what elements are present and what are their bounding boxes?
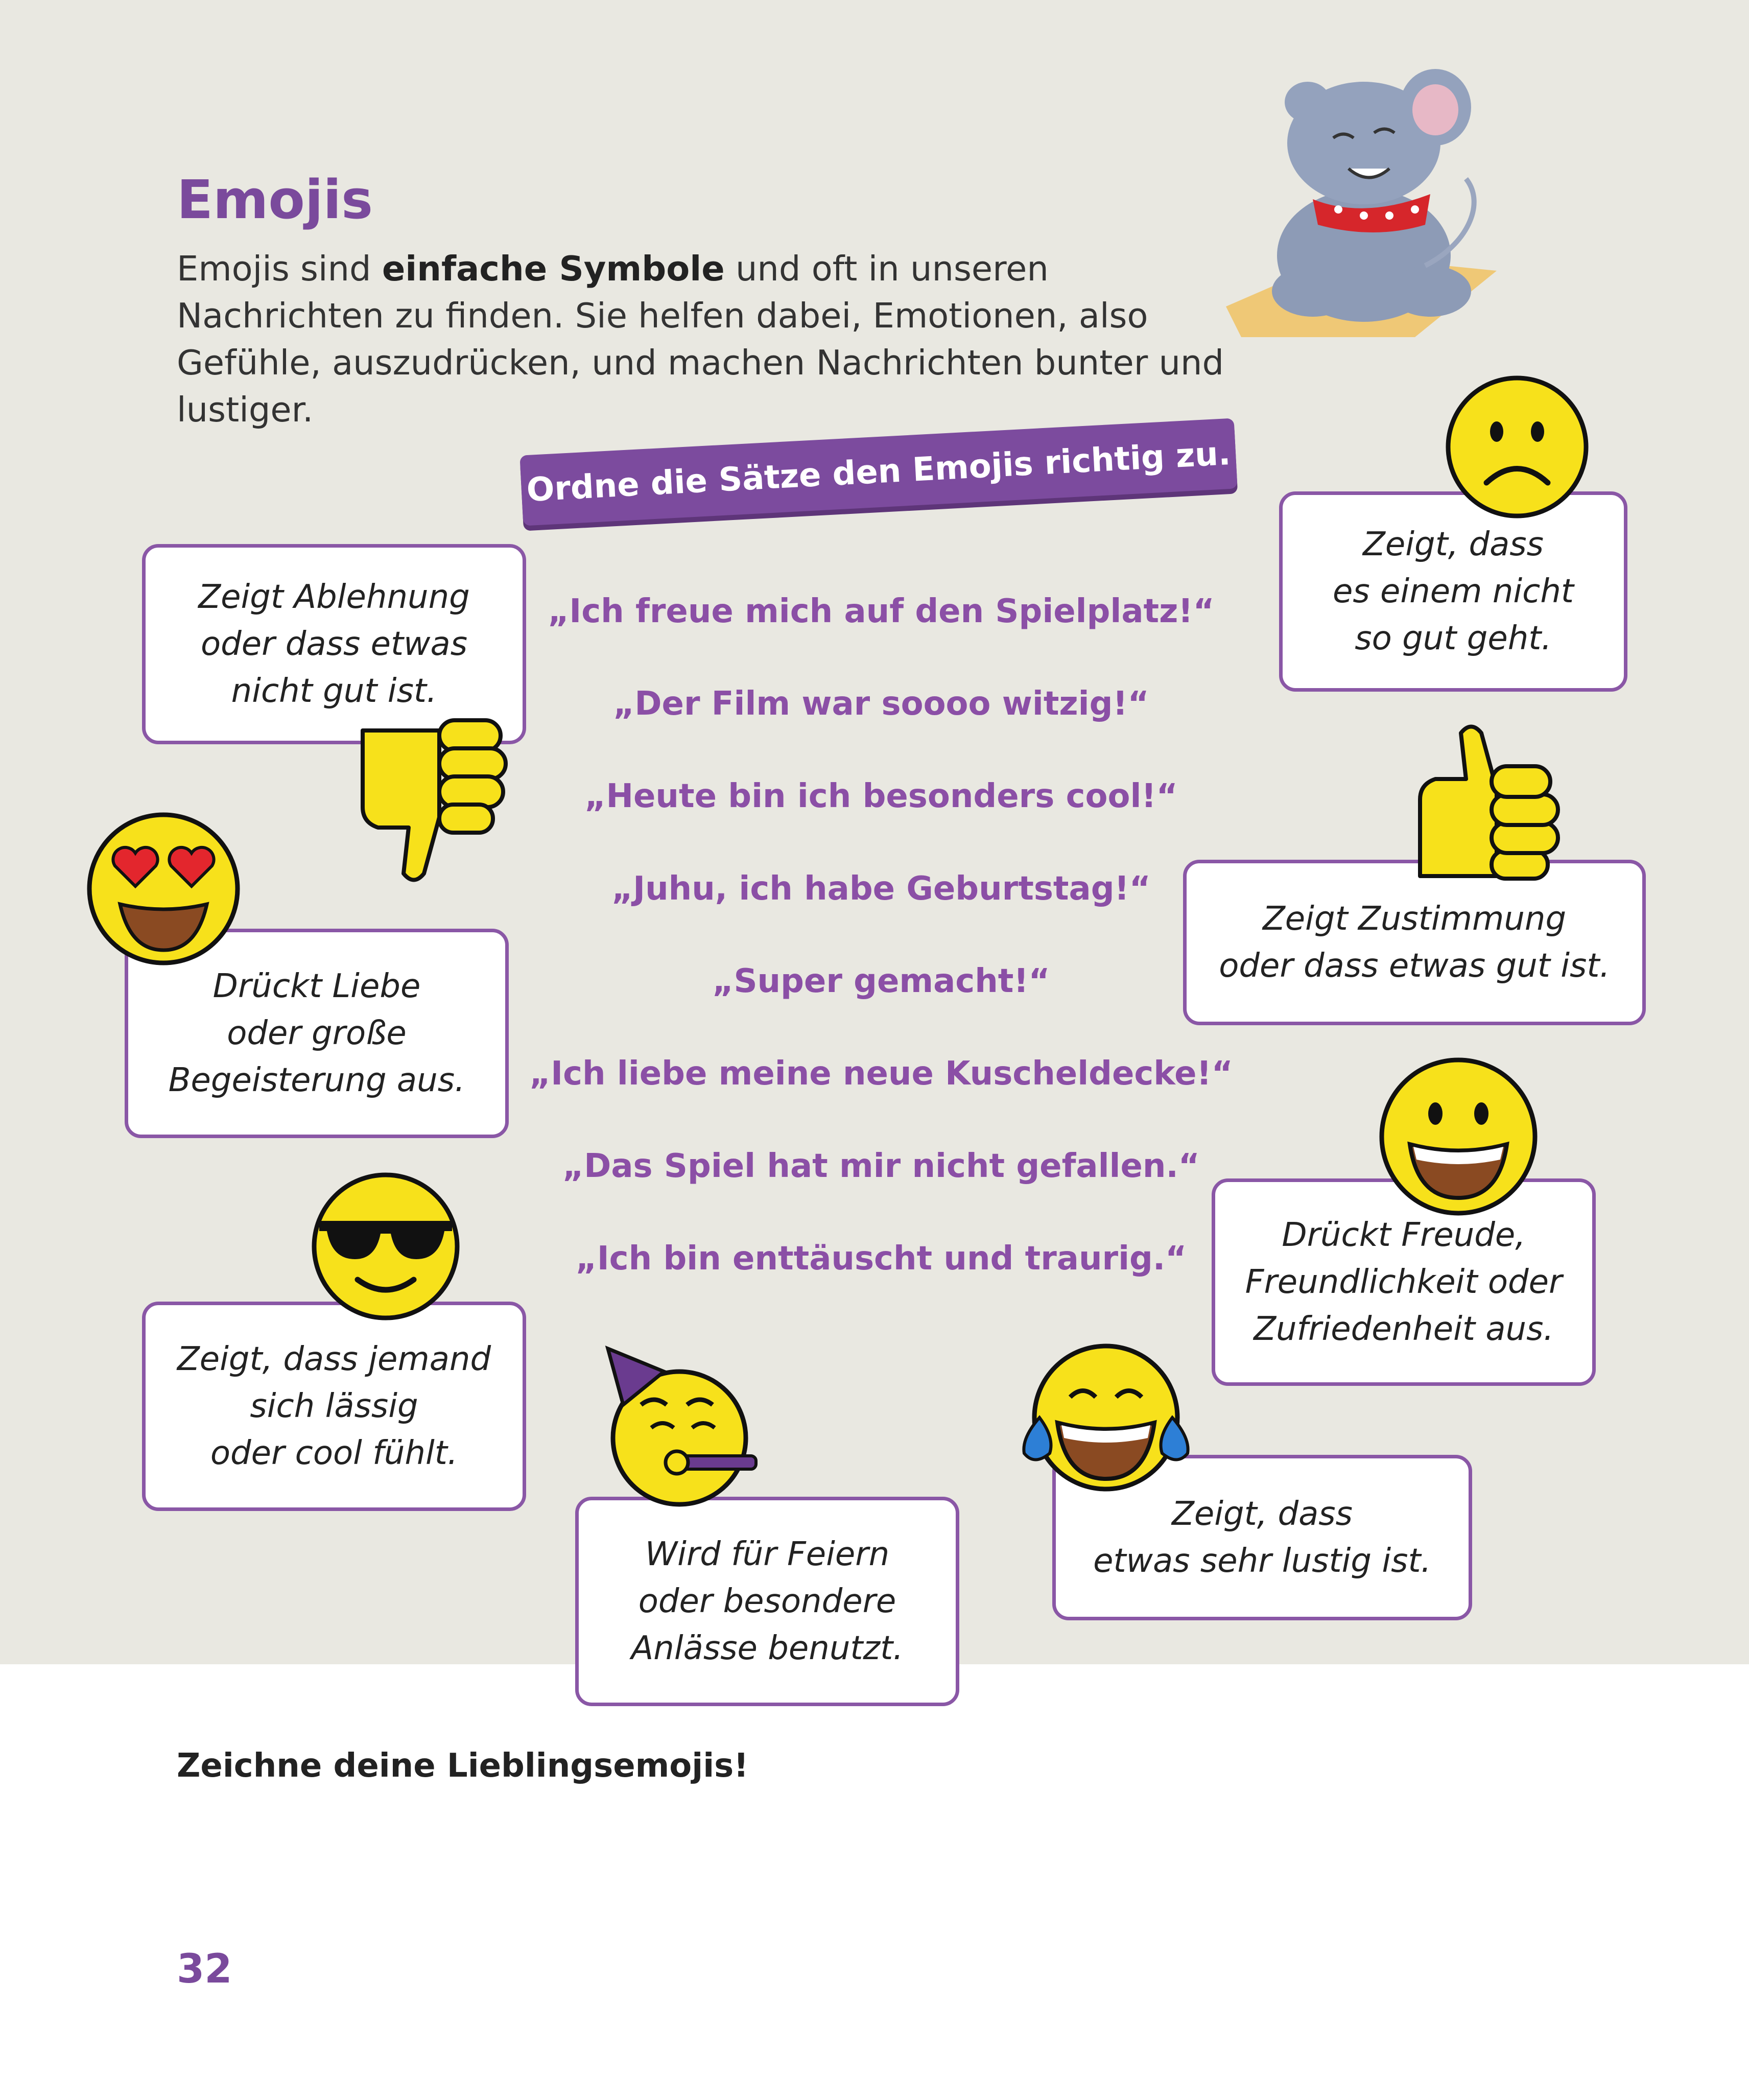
- thumbs-down-icon: [352, 710, 521, 889]
- sentence-item: „Juhu, ich habe Geburtstag!“: [611, 870, 1151, 908]
- sentence-item: „Ich bin enttäuscht und traurig.“: [575, 1240, 1187, 1278]
- intro-part-1: Emojis sind: [177, 249, 382, 289]
- sunglasses-face-icon: [306, 1170, 465, 1323]
- card-text: Zeigt, dass es einem nicht so gut geht.: [1332, 526, 1574, 657]
- sentence-item: „Ich liebe meine neue Kuscheldecke!“: [529, 1055, 1233, 1093]
- instruction-banner: Ordne die Sätze den Emojis richtig zu.: [519, 418, 1237, 526]
- card-text: Drückt Freude, Freundlichkeit oder Zufriedenheit aus.: [1245, 1216, 1563, 1348]
- intro-bold: einfache Symbole: [382, 249, 725, 289]
- sentence-item: „Super gemacht!“: [712, 962, 1050, 1000]
- grinning-face-icon: [1377, 1055, 1540, 1218]
- card-text: Zeigt, dass etwas sehr lustig ist.: [1093, 1495, 1431, 1580]
- card-text: Zeigt Ablehnung oder dass etwas nicht gut ist.: [198, 578, 470, 710]
- page-number: 32: [177, 1946, 232, 1992]
- intro-text: [177, 245, 1239, 433]
- heart-eyes-icon: [84, 810, 243, 968]
- sentence-item: „Ich freue mich auf den Spielplatz!“: [548, 593, 1215, 630]
- card-text: Wird für Feiern oder besondere Anlässe benutzt.: [631, 1536, 904, 1667]
- sentence-item: „Der Film war soooo witzig!“: [613, 685, 1149, 723]
- tears-of-joy-icon: [1017, 1336, 1195, 1494]
- card-party: [575, 1497, 959, 1706]
- mouse-illustration: [1211, 51, 1548, 337]
- page-title: Emojis: [177, 169, 373, 231]
- sentence-item: „Das Spiel hat mir nicht gefallen.“: [562, 1147, 1200, 1185]
- intro-part-2: und oft in unseren Nachrichten zu finden. Sie helfen dabei, Emotionen, also Gefühle, auszudrücken, und machen Nachrichten bunter und lustiger.: [177, 249, 1224, 430]
- card-cool: [142, 1302, 526, 1511]
- sentence-item: „Heute bin ich besonders cool!“: [584, 777, 1178, 815]
- thumbs-up-icon: [1410, 723, 1568, 891]
- card-sad: [1279, 491, 1627, 692]
- draw-prompt: Zeichne deine Lieblingsemojis!: [177, 1747, 749, 1785]
- party-face-icon: [603, 1338, 787, 1507]
- card-text: Drückt Liebe oder große Begeisterung aus.: [168, 968, 465, 1099]
- sentence-list: [526, 583, 1236, 1323]
- sad-face-icon: [1443, 373, 1591, 521]
- card-text: Zeigt, dass jemand sich lässig oder cool fühlt.: [177, 1340, 491, 1472]
- card-text: Zeigt Zustimmung oder dass etwas gut ist.: [1219, 900, 1610, 985]
